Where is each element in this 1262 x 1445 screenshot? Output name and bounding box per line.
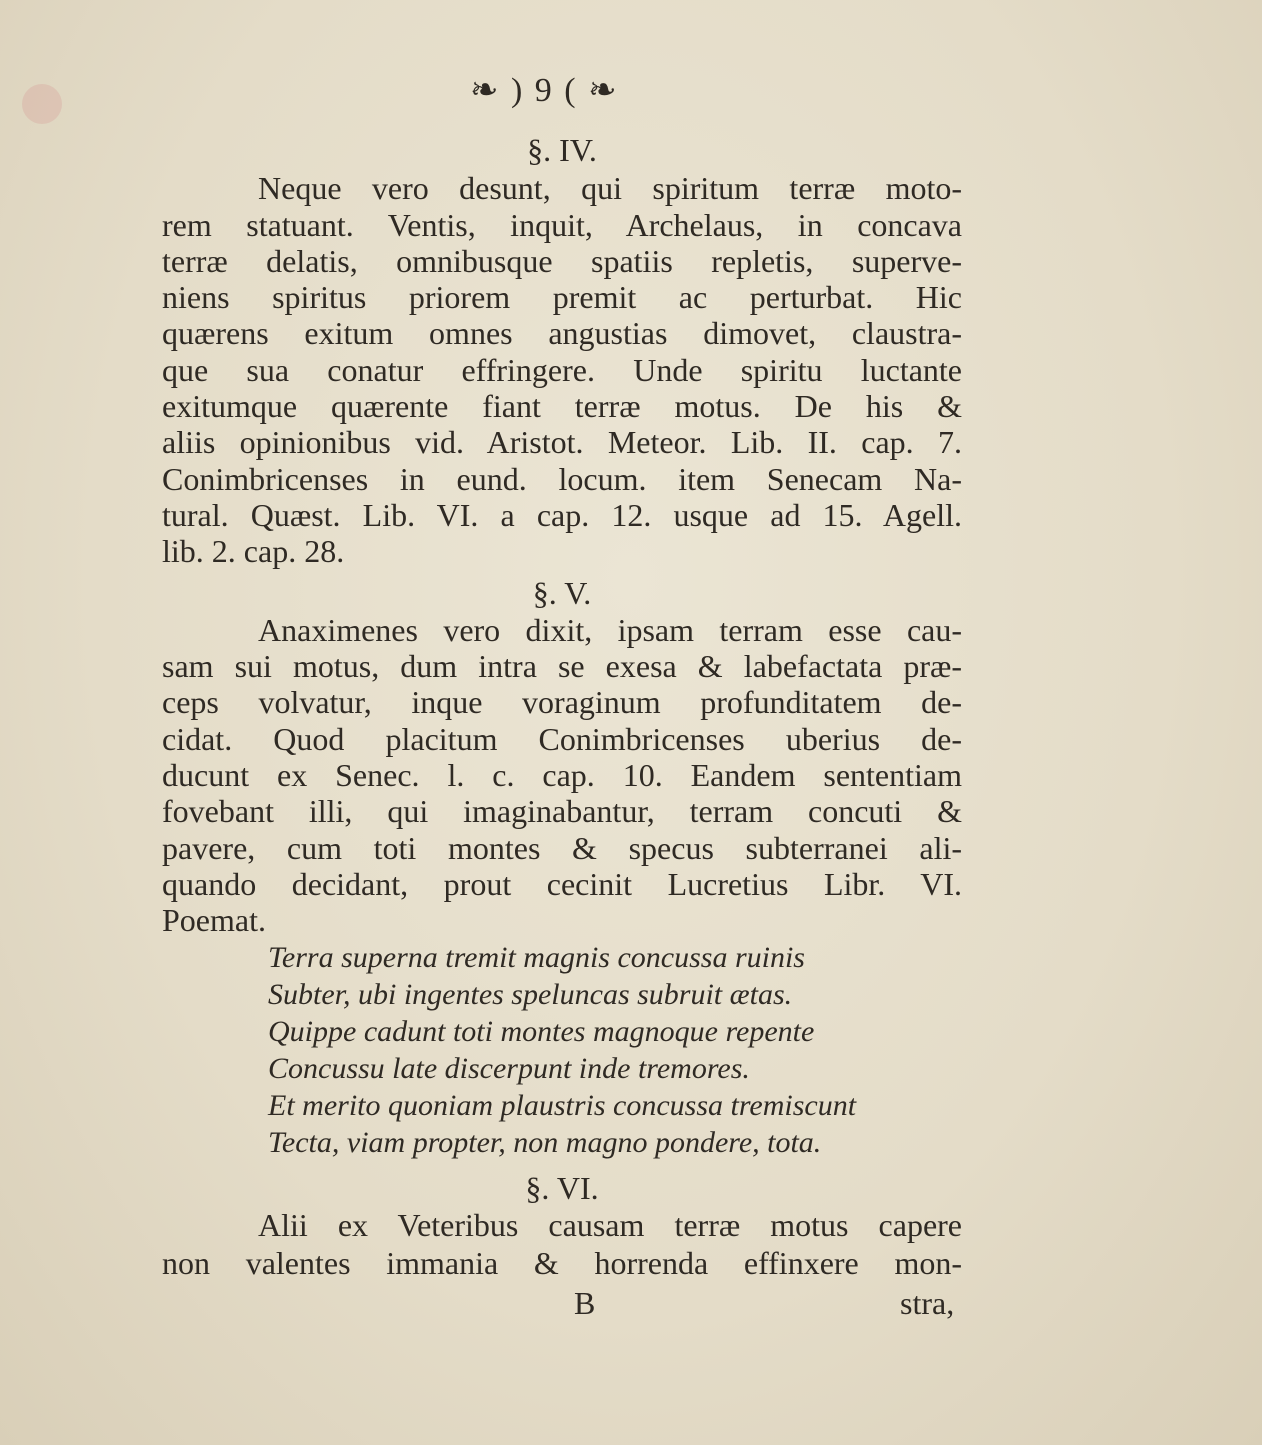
- verse-line: Et merito quoniam plaustris concussa tremiscunt: [268, 1089, 857, 1122]
- verse-line: Terra superna tremit magnis concussa ruinis: [268, 941, 805, 974]
- verse-line: Quippe cadunt toti montes magnoque repente: [268, 1015, 815, 1048]
- text-line: sam sui motus, dum intra se exesa & labefactata præ-: [162, 648, 962, 684]
- section-heading-v: §. V.: [532, 575, 592, 611]
- text-line: que sua conatur effringere. Unde spiritu luctante: [162, 352, 962, 388]
- catchword: stra,: [900, 1285, 955, 1321]
- text-line: Alii ex Veteribus causam terræ motus capere: [258, 1207, 962, 1243]
- text-line: niens spiritus priorem premit ac perturbat. Hic: [162, 279, 962, 315]
- section-heading-vi: §. VI.: [525, 1170, 599, 1206]
- verse-line: Subter, ubi ingentes speluncas subruit ætas.: [268, 978, 793, 1011]
- verse-line: Concussu late discerpunt inde tremores.: [268, 1052, 750, 1085]
- section-heading-iv: §. IV.: [527, 132, 597, 168]
- text-line: terræ delatis, omnibusque spatiis repletis, superve-: [162, 243, 962, 279]
- text-line: ceps volvatur, inque voraginum profunditatem de-: [162, 684, 962, 720]
- text-line: exitumque quærente fiant terræ motus. De his &: [162, 388, 962, 424]
- text-line: fovebant illi, qui imaginabantur, terram concuti &: [162, 793, 962, 829]
- text-line: Conimbricenses in eund. locum. item Senecam Na-: [162, 461, 962, 497]
- verse-line: Tecta, viam propter, non magno pondere, tota.: [268, 1126, 822, 1159]
- text-line: pavere, cum toti montes & specus subterranei ali-: [162, 830, 962, 866]
- text-line: Neque vero desunt, qui spiritum terræ moto-: [258, 170, 962, 206]
- text-line: rem statuant. Ventis, inquit, Archelaus, in concava: [162, 207, 962, 243]
- text-line: quærens exitum omnes angustias dimovet, claustra-: [162, 315, 962, 351]
- text-line: lib. 2. cap. 28.: [162, 533, 345, 569]
- signature-mark: B: [574, 1285, 596, 1321]
- text-line: tural. Quæst. Lib. VI. a cap. 12. usque ad 15. Agell.: [162, 497, 962, 533]
- text-line: Poemat.: [162, 902, 266, 938]
- text-line: non valentes immania & horrenda effinxere mon-: [162, 1245, 962, 1281]
- text-line: ducunt ex Senec. l. c. cap. 10. Eandem sententiam: [162, 757, 962, 793]
- text-line: quando decidant, prout cecinit Lucretius Libr. VI.: [162, 866, 962, 902]
- text-line: Anaximenes vero dixit, ipsam terram esse cau-: [258, 612, 962, 648]
- red-stain: [22, 84, 62, 124]
- text-line: cidat. Quod placitum Conimbricenses uberius de-: [162, 721, 962, 757]
- page-header: ❧ ) 9 ( ❧: [470, 72, 619, 109]
- text-line: aliis opinionibus vid. Aristot. Meteor. Lib. II. cap. 7.: [162, 424, 962, 460]
